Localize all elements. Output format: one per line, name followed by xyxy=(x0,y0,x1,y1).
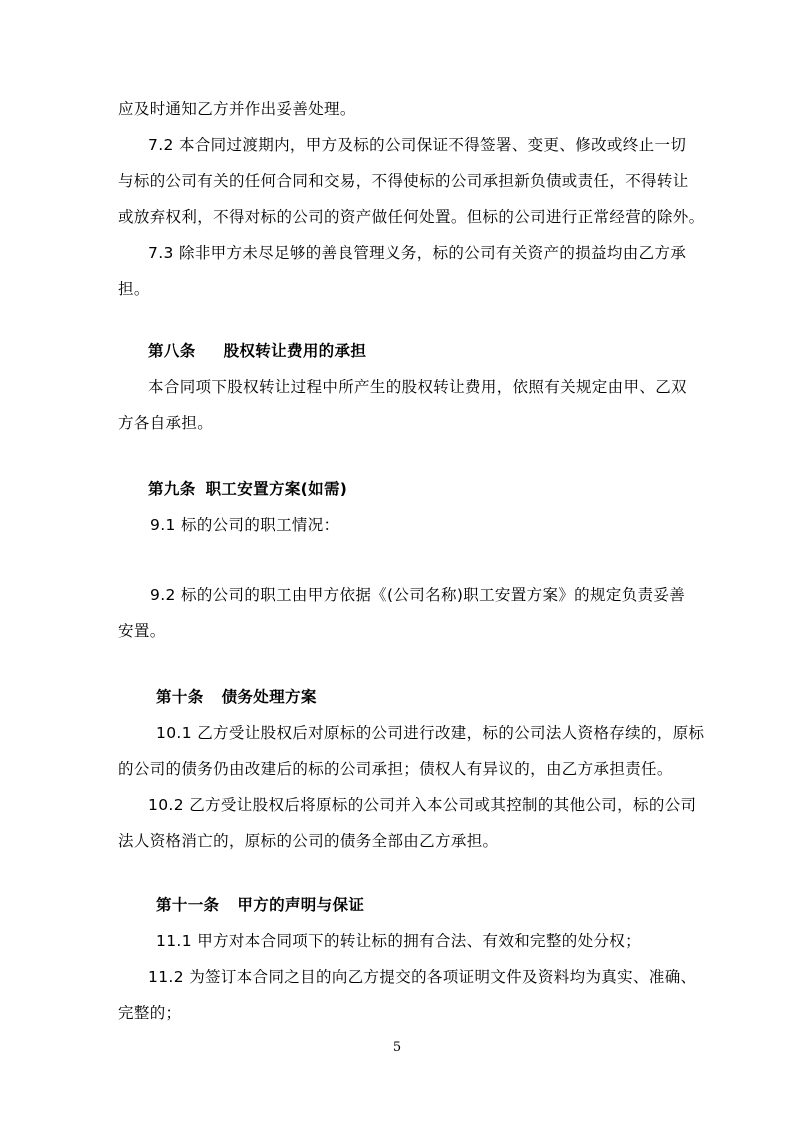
clause-11-2-line-1: 11.2 为签订本合同之目的向乙方提交的各项证明文件及资料均为真实、准确、 xyxy=(148,968,697,986)
clause-7-3-line-2: 担。 xyxy=(118,280,150,298)
page-number: 5 xyxy=(392,1040,402,1055)
article-11-title: 甲方的声明与保证 xyxy=(237,896,365,914)
clause-7-2-line-1: 7.2 本合同过渡期内，甲方及标的公司保证不得签署、变更、修改或终止一切 xyxy=(148,136,687,154)
clause-7-2-line-3: 或放弃权利，不得对标的公司的资产做任何处置。但标的公司进行正常经营的除外。 xyxy=(118,208,705,226)
article-10-title: 债务处理方案 xyxy=(221,688,317,706)
article-8-title: 股权转让费用的承担 xyxy=(223,342,367,360)
article-8-line-2: 方各自承担。 xyxy=(118,414,214,432)
article-9-title: 职工安置方案(如需) xyxy=(205,480,348,498)
clause-10-1-line-2: 的公司的债务仍由改建后的标的公司承担；债权人有异议的，由乙方承担责任。 xyxy=(118,760,673,778)
continuation-text: 应及时通知乙方并作出妥善处理。 xyxy=(118,100,356,118)
article-8-number: 第八条 xyxy=(148,342,196,360)
clause-11-2-line-2: 完整的； xyxy=(118,1004,182,1022)
article-8-heading xyxy=(148,340,366,362)
article-11-number: 第十一条 xyxy=(156,896,220,914)
article-8-line-1: 本合同项下股权转让过程中所产生的股权转让费用，依照有关规定由甲、乙双 xyxy=(148,378,687,396)
clause-9-1: 9.1 标的公司的职工情况： xyxy=(150,516,340,534)
article-9-heading xyxy=(148,478,347,500)
clause-11-1: 11.1 甲方对本合同项下的转让标的拥有合法、有效和完整的处分权； xyxy=(156,932,641,950)
article-10-number: 第十条 xyxy=(156,688,204,706)
article-9-number: 第九条 xyxy=(148,480,196,498)
clause-9-2-line-1: 9.2 标的公司的职工由甲方依据《(公司名称)职工安置方案》的规定负责妥善 xyxy=(150,586,686,604)
clause-10-2-line-1: 10.2 乙方受让股权后将原标的公司并入本公司或其控制的其他公司，标的公司 xyxy=(148,796,697,814)
clause-7-2-line-2: 与标的公司有关的任何合同和交易，不得使标的公司承担新负债或责任，不得转让 xyxy=(118,172,689,190)
clause-7-3-line-1: 7.3 除非甲方未尽足够的善良管理义务，标的公司有关资产的损益均由乙方承 xyxy=(148,244,687,262)
clause-10-2-line-2: 法人资格消亡的，原标的公司的债务全部由乙方承担。 xyxy=(118,832,499,850)
article-11-heading xyxy=(156,894,364,916)
clause-9-2-line-2: 安置。 xyxy=(118,622,166,640)
article-10-heading xyxy=(156,686,317,708)
clause-10-1-line-1: 10.1 乙方受让股权后对原标的公司进行改建，标的公司法人资格存续的，原标 xyxy=(156,724,705,742)
